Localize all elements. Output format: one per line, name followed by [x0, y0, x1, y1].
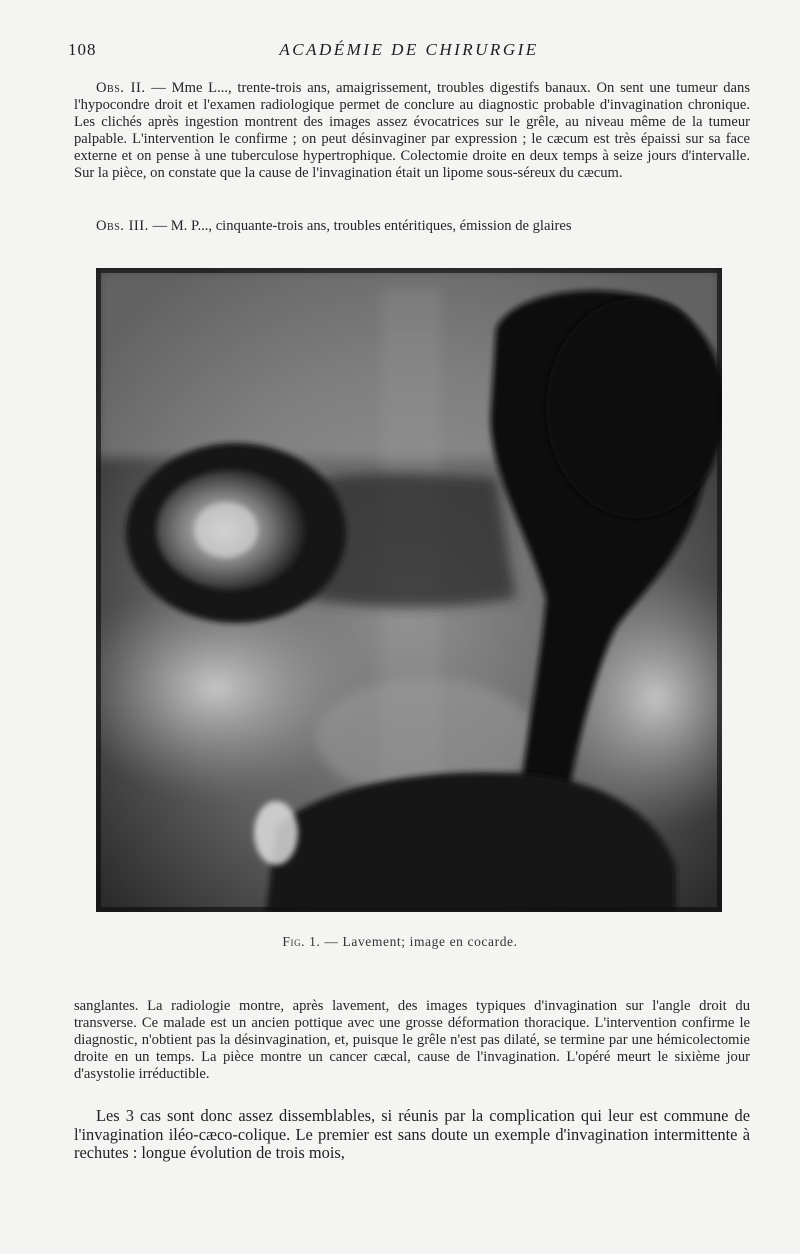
- conclusion-paragraph: [74, 1107, 750, 1163]
- xray-figure: [96, 268, 722, 912]
- observation-3-paragraph: [74, 218, 750, 235]
- xray-image: [96, 268, 722, 912]
- observation-2-text: — Mme L..., trente-trois ans, amaigrissement, troubles digestifs banaux. On sent une tumeur dans l'hypocondre droit et l'examen radiologique permet de conclure au diagnostic probable d'invagination chronique. Les clichés après ingestion montrent des images assez évocatrices sur le grêle, au niveau même de la tumeur palpable. L'intervention le confirme ; on peut désinvaginer par expression ; le cæcum est très épaissi sur sa face externe et on pense à une tuberculose hypertrophique. Colectomie droite en deux temps à seize jours d'intervalle. Sur la pièce, on constate que la cause de l'invagination était un lipome sous-séreux du cæcum.: [74, 80, 751, 181]
- observation-3-body: [74, 218, 750, 235]
- observation-3-label: Obs. III.: [96, 218, 149, 234]
- figure-caption: [0, 934, 800, 950]
- observation-2-label: Obs. II.: [96, 80, 146, 96]
- figure-caption-label: Fig. 1.: [282, 934, 321, 949]
- observation-3-text: — M. P..., cinquante-trois ans, troubles entéritiques, émission de glaires: [148, 218, 572, 234]
- conclusion-text: Les 3 cas sont donc assez dissemblables, si réunis par la complication qui leur est commune de l'invagination iléo-cæco-colique. Le premier est sans doute un exemple d'invagination intermittente à rechutes : longue évolution de trois mois,: [74, 1106, 750, 1162]
- page-header: [68, 40, 750, 62]
- observation-2-paragraph: [74, 80, 750, 182]
- running-title: ACADÉMIE DE CHIRURGIE: [279, 40, 539, 59]
- observation-2-body: [74, 80, 750, 182]
- observation-3-continuation: sanglantes. La radiologie montre, après lavement, des images typiques d'invagination sur l'angle droit du transverse. Ce malade est un ancien pottique avec une grosse déformation thoracique. L'intervention confirme le diagnostic, n'obtient pas la désinvagination, et, puisque le grêle n'est pas dilaté, se termine par une hémicolectomie droite en un temps. La pièce montre un cancer cæcal, cause de l'invagination. L'opéré meurt le sixième jour d'asystolie irréductible.: [74, 998, 750, 1082]
- figure-caption-text: — Lavement; image en cocarde.: [320, 934, 518, 949]
- page-number: 108: [68, 40, 97, 59]
